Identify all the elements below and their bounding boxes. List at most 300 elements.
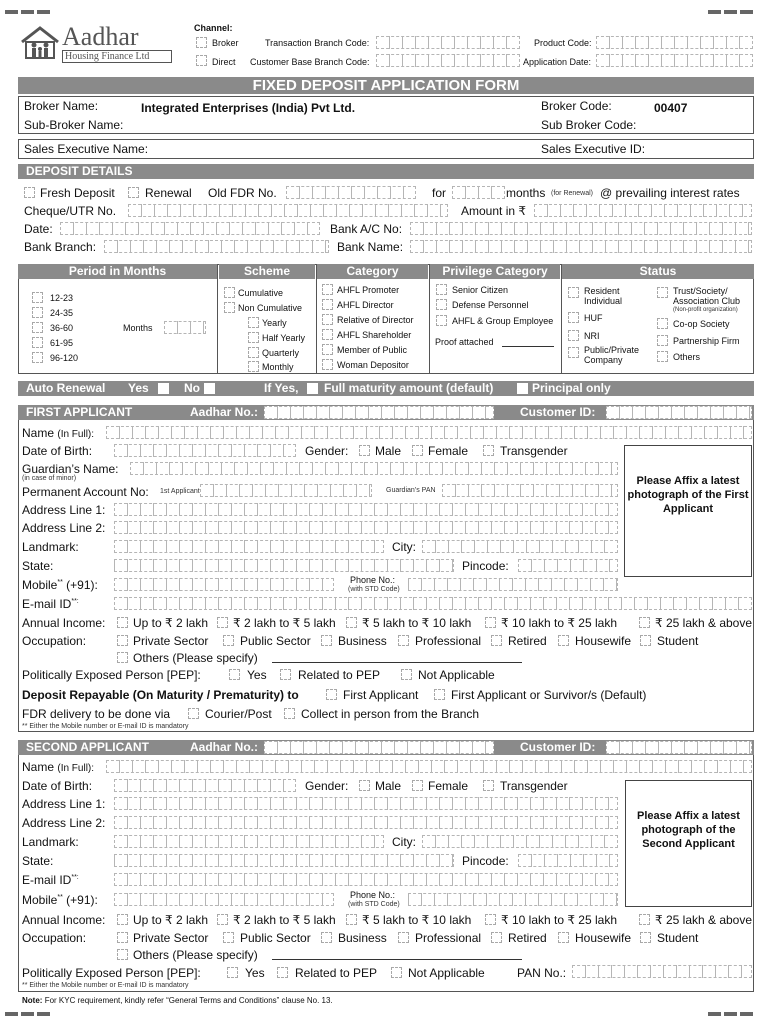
income-checkbox[interactable] bbox=[485, 914, 496, 925]
female-checkbox[interactable] bbox=[412, 445, 423, 456]
others-specify-label: Others (Please specify) bbox=[133, 651, 258, 665]
income-checkbox[interactable] bbox=[217, 914, 228, 925]
company-logo bbox=[20, 24, 173, 64]
pep-label: Politically Exposed Person [PEP]: bbox=[22, 966, 201, 980]
fdr-delivery-label: FDR delivery to be done via bbox=[22, 707, 171, 721]
first-photo-box[interactable]: Please Affix a latest photograph of the First Applicant bbox=[624, 445, 752, 577]
principal-only-label: Principal only bbox=[532, 381, 611, 395]
status-checkbox[interactable] bbox=[568, 312, 579, 323]
income-checkbox[interactable] bbox=[639, 914, 650, 925]
fresh-deposit-checkbox[interactable] bbox=[24, 187, 35, 198]
principal-only-checkbox[interactable] bbox=[517, 383, 528, 394]
income-checkbox[interactable] bbox=[117, 617, 128, 628]
status-option: Trust/Society/ Association Club bbox=[673, 286, 741, 306]
months-unit-label: Months bbox=[123, 323, 153, 333]
product-code-input[interactable] bbox=[596, 36, 753, 49]
pep-option: Yes bbox=[247, 668, 267, 682]
mobile-label: Mobile** (+91): bbox=[22, 578, 98, 592]
pincode-label: Pincode: bbox=[462, 854, 509, 868]
first-name-input[interactable] bbox=[106, 426, 752, 439]
product-code-label: Product Code: bbox=[534, 38, 592, 48]
category-checkbox[interactable] bbox=[322, 329, 333, 340]
payout-checkbox[interactable] bbox=[248, 361, 259, 372]
scheme-heading: Scheme bbox=[219, 264, 315, 279]
pep-label: Politically Exposed Person [PEP]: bbox=[22, 668, 201, 682]
category-checkbox[interactable] bbox=[322, 344, 333, 355]
registration-mark bbox=[5, 10, 18, 14]
fdr-delivery-checkbox[interactable] bbox=[284, 708, 295, 719]
address-line1-label: Address Line 1: bbox=[22, 797, 106, 811]
occupation-checkbox[interactable] bbox=[491, 635, 502, 646]
logo-name: Aadhar bbox=[62, 22, 139, 51]
aadhar-label: Aadhar No.: bbox=[190, 405, 259, 419]
pep-checkbox[interactable] bbox=[229, 669, 240, 680]
prevailing-rates-label: @ prevailing interest rates bbox=[600, 186, 740, 200]
occupation-option: Housewife bbox=[575, 931, 632, 945]
first-applicant-pan-note: 1st Applicant bbox=[160, 488, 200, 495]
state-label: State: bbox=[22, 854, 54, 868]
registration-mark bbox=[21, 10, 34, 14]
occupation-option: Public Sector bbox=[240, 634, 311, 648]
broker-code-value: 00407 bbox=[654, 101, 688, 115]
registration-mark bbox=[37, 1012, 50, 1016]
mobile-label: Mobile** (+91): bbox=[22, 893, 98, 907]
first-aadhar-input[interactable] bbox=[264, 406, 494, 419]
second-name-input[interactable] bbox=[106, 760, 752, 773]
occupation-option: Business bbox=[338, 931, 387, 945]
first-pincode-input[interactable] bbox=[518, 559, 618, 572]
name-label: Name (In Full): bbox=[22, 760, 95, 774]
status-option: Resident Individual bbox=[584, 286, 623, 306]
broker-name-value: Integrated Enterprises (India) Pvt Ltd. bbox=[141, 101, 356, 115]
aadhar-label: Aadhar No.: bbox=[190, 740, 259, 754]
old-fdr-label: Old FDR No. bbox=[208, 186, 277, 200]
bank-branch-label: Bank Branch: bbox=[24, 240, 97, 254]
occupation-checkbox[interactable] bbox=[223, 635, 234, 646]
privilege-checkbox[interactable] bbox=[436, 299, 447, 310]
sub-broker-code-label: Sub Broker Code: bbox=[541, 118, 637, 132]
full-maturity-checkbox[interactable] bbox=[307, 383, 318, 394]
if-yes-label: If Yes, bbox=[264, 381, 299, 395]
scheme-option: Monthly bbox=[262, 362, 294, 372]
landmark-label: Landmark: bbox=[22, 835, 79, 849]
occupation-option: Student bbox=[657, 931, 699, 945]
status-option: NRI bbox=[584, 331, 600, 341]
status-checkbox[interactable] bbox=[568, 330, 579, 341]
status-checkbox[interactable] bbox=[568, 287, 579, 298]
others-specify-line[interactable] bbox=[272, 662, 522, 663]
pep-option: Yes bbox=[245, 966, 265, 980]
pep-checkbox[interactable] bbox=[391, 967, 402, 978]
occupation-option: Retired bbox=[508, 634, 547, 648]
address-line2-label: Address Line 2: bbox=[22, 816, 106, 830]
email-label: E-mail ID**: bbox=[22, 597, 79, 611]
scheme-option: Yearly bbox=[262, 318, 287, 328]
fdr-delivery-option: Courier/Post bbox=[205, 707, 272, 721]
pincode-label: Pincode: bbox=[462, 559, 509, 573]
bank-name-label: Bank Name: bbox=[337, 240, 404, 254]
city-label: City: bbox=[392, 540, 416, 554]
period-checkbox[interactable] bbox=[32, 307, 43, 318]
pep-checkbox[interactable] bbox=[277, 967, 288, 978]
transgender-label: Transgender bbox=[500, 779, 568, 793]
broker-name-label: Broker Name: bbox=[24, 99, 99, 113]
registration-mark bbox=[21, 1012, 34, 1016]
income-checkbox[interactable] bbox=[346, 617, 357, 628]
income-option: ₹ 25 lakh & above bbox=[655, 913, 753, 927]
bank-branch-input[interactable] bbox=[104, 240, 329, 253]
category-checkbox[interactable] bbox=[322, 284, 333, 295]
payout-checkbox[interactable] bbox=[248, 332, 259, 343]
status-checkbox[interactable] bbox=[657, 351, 668, 362]
period-checkbox[interactable] bbox=[32, 352, 43, 363]
status-checkbox[interactable] bbox=[657, 335, 668, 346]
second-city-input[interactable] bbox=[422, 835, 618, 848]
transgender-label: Transgender bbox=[500, 444, 568, 458]
second-landmark-input[interactable] bbox=[114, 835, 384, 848]
category-option: Member of Public bbox=[337, 345, 408, 355]
auto-renewal-label: Auto Renewal bbox=[26, 381, 106, 395]
payout-checkbox[interactable] bbox=[248, 317, 259, 328]
phone-label: Phone No.: bbox=[350, 575, 396, 585]
category-option: AHFL Director bbox=[337, 300, 394, 310]
category-checkbox[interactable] bbox=[322, 359, 333, 370]
registration-mark bbox=[740, 1012, 753, 1016]
annual-income-label: Annual Income: bbox=[22, 913, 106, 927]
scheme-checkbox[interactable] bbox=[224, 302, 235, 313]
second-pan-input[interactable] bbox=[572, 965, 752, 978]
income-option: ₹ 10 lakh to ₹ 25 lakh bbox=[501, 913, 618, 927]
occupation-option: Student bbox=[657, 634, 699, 648]
income-checkbox[interactable] bbox=[485, 617, 496, 628]
broker-details-box bbox=[18, 96, 754, 134]
date-input[interactable] bbox=[60, 222, 320, 235]
customer-id-label: Customer ID: bbox=[520, 405, 596, 419]
bank-name-input[interactable] bbox=[410, 240, 752, 253]
email-label: E-mail ID**: bbox=[22, 873, 79, 887]
privilege-checkbox[interactable] bbox=[436, 315, 447, 326]
category-heading: Category bbox=[317, 264, 428, 279]
for-renewal-note: (for Renewal) bbox=[551, 190, 594, 197]
house-family-icon bbox=[20, 26, 60, 60]
occupation-option: Professional bbox=[415, 931, 482, 945]
gender-label: Gender: bbox=[305, 444, 349, 458]
registration-mark bbox=[37, 10, 50, 14]
cheque-utr-label: Cheque/UTR No. bbox=[24, 204, 117, 218]
first-applicant-heading: FIRST APPLICANT bbox=[26, 405, 133, 419]
second-email-input[interactable] bbox=[114, 873, 618, 886]
category-option: AHFL Promoter bbox=[337, 285, 400, 295]
second-applicant-heading: SECOND APPLICANT bbox=[26, 740, 149, 754]
full-maturity-label: Full maturity amount (default) bbox=[324, 381, 494, 395]
occupation-other-checkbox[interactable] bbox=[117, 949, 128, 960]
second-dob-input[interactable] bbox=[114, 779, 296, 792]
registration-mark bbox=[724, 1012, 737, 1016]
sub-broker-name-label: Sub-Broker Name: bbox=[24, 118, 124, 132]
fdr-delivery-option: Collect in person from the Branch bbox=[301, 707, 480, 721]
status-option: Co-op Society bbox=[673, 319, 730, 329]
customer-id-label: Customer ID: bbox=[520, 740, 596, 754]
proof-attached-label: Proof attached bbox=[435, 337, 494, 347]
first-pan-input[interactable] bbox=[200, 484, 372, 497]
second-address1-input[interactable] bbox=[114, 797, 618, 810]
cheque-utr-input[interactable] bbox=[128, 204, 448, 217]
direct-option-label: Direct bbox=[212, 57, 236, 67]
sales-executive-name-label: Sales Executive Name: bbox=[24, 142, 149, 156]
first-phone-input[interactable] bbox=[408, 578, 618, 591]
period-option: 12-23 bbox=[50, 293, 74, 303]
registration-mark bbox=[5, 1012, 18, 1016]
repayable-option: First Applicant bbox=[343, 688, 419, 702]
name-label: Name (In Full): bbox=[22, 426, 95, 440]
registration-mark bbox=[708, 10, 721, 14]
category-checkbox[interactable] bbox=[322, 314, 333, 325]
status-heading: Status bbox=[562, 264, 754, 279]
payout-checkbox[interactable] bbox=[248, 347, 259, 358]
auto-renewal-yes-label: Yes bbox=[128, 381, 149, 395]
amount-input[interactable] bbox=[534, 204, 752, 217]
occupation-checkbox[interactable] bbox=[321, 932, 332, 943]
first-mobile-input[interactable] bbox=[114, 578, 334, 591]
category-checkbox[interactable] bbox=[322, 299, 333, 310]
income-option: ₹ 2 lakh to ₹ 5 lakh bbox=[233, 913, 336, 927]
income-checkbox[interactable] bbox=[346, 914, 357, 925]
pep-checkbox[interactable] bbox=[280, 669, 291, 680]
occupation-checkbox[interactable] bbox=[398, 932, 409, 943]
registration-mark bbox=[740, 10, 753, 14]
male-checkbox[interactable] bbox=[359, 780, 370, 791]
status-checkbox[interactable] bbox=[568, 347, 579, 358]
auto-renewal-no-checkbox[interactable] bbox=[204, 383, 215, 394]
occupation-other-checkbox[interactable] bbox=[117, 652, 128, 663]
pep-option: Not Applicable bbox=[418, 668, 495, 682]
income-checkbox[interactable] bbox=[117, 914, 128, 925]
renewal-months-input[interactable] bbox=[452, 186, 505, 199]
period-months-input[interactable] bbox=[164, 321, 206, 334]
income-option: ₹ 5 lakh to ₹ 10 lakh bbox=[362, 913, 472, 927]
income-option: ₹ 5 lakh to ₹ 10 lakh bbox=[362, 616, 472, 630]
pep-option: Related to PEP bbox=[295, 966, 378, 980]
privilege-checkbox[interactable] bbox=[436, 284, 447, 295]
others-specify-label: Others (Please specify) bbox=[133, 948, 258, 962]
first-city-input[interactable] bbox=[422, 540, 618, 553]
months-label: months bbox=[506, 186, 546, 200]
first-email-input[interactable] bbox=[114, 597, 752, 610]
application-date-input[interactable] bbox=[596, 54, 753, 67]
std-code-note: (with STD Code) bbox=[348, 901, 400, 908]
fdr-delivery-checkbox[interactable] bbox=[188, 708, 199, 719]
customer-base-branch-code-input[interactable] bbox=[376, 54, 520, 67]
income-option: ₹ 10 lakh to ₹ 25 lakh bbox=[501, 616, 618, 630]
period-option: 36-60 bbox=[50, 323, 74, 333]
occupation-checkbox[interactable] bbox=[640, 932, 651, 943]
second-aadhar-input[interactable] bbox=[264, 741, 494, 754]
guardian-name-label: Guardian’s Name: bbox=[22, 462, 119, 476]
second-pincode-input[interactable] bbox=[518, 854, 618, 867]
broker-code-label: Broker Code: bbox=[541, 99, 612, 113]
occupation-checkbox[interactable] bbox=[117, 932, 128, 943]
proof-attached-line[interactable] bbox=[502, 346, 554, 347]
gender-label: Gender: bbox=[305, 779, 349, 793]
first-customer-id-input[interactable] bbox=[606, 406, 752, 419]
occupation-option: Private Sector bbox=[133, 931, 209, 945]
pan-label: Permanent Account No: bbox=[22, 485, 149, 499]
first-address1-input[interactable] bbox=[114, 503, 618, 516]
non-profit-note: (Non-profit organization) bbox=[673, 307, 738, 313]
dob-label: Date of Birth: bbox=[22, 444, 93, 458]
second-mobile-input[interactable] bbox=[114, 893, 334, 906]
occupation-checkbox[interactable] bbox=[558, 932, 569, 943]
period-option: 96-120 bbox=[50, 353, 79, 363]
second-address2-input[interactable] bbox=[114, 816, 618, 829]
address-line1-label: Address Line 1: bbox=[22, 503, 106, 517]
transgender-checkbox[interactable] bbox=[483, 445, 494, 456]
female-label: Female bbox=[428, 779, 469, 793]
period-option: 61-95 bbox=[50, 338, 74, 348]
renewal-label: Renewal bbox=[145, 186, 192, 200]
scheme-checkbox[interactable] bbox=[224, 287, 235, 298]
address-line2-label: Address Line 2: bbox=[22, 521, 106, 535]
deposit-details-heading: DEPOSIT DETAILS bbox=[18, 164, 754, 179]
pep-checkbox[interactable] bbox=[401, 669, 412, 680]
first-dob-input[interactable] bbox=[114, 444, 296, 457]
guardian-pan-input[interactable] bbox=[442, 484, 618, 497]
second-state-input[interactable] bbox=[114, 854, 454, 867]
income-checkbox[interactable] bbox=[217, 617, 228, 628]
broker-checkbox[interactable] bbox=[196, 37, 207, 48]
auto-renewal-bar bbox=[18, 381, 754, 396]
occupation-option: Private Sector bbox=[133, 634, 209, 648]
period-heading: Period in Months bbox=[18, 264, 217, 279]
std-code-note: (with STD Code) bbox=[348, 586, 400, 593]
status-option: Others bbox=[673, 352, 701, 362]
privilege-category-heading: Privilege Category bbox=[430, 264, 560, 279]
occupation-checkbox[interactable] bbox=[321, 635, 332, 646]
city-label: City: bbox=[392, 835, 416, 849]
female-checkbox[interactable] bbox=[412, 780, 423, 791]
repayable-checkbox[interactable] bbox=[434, 689, 445, 700]
occupation-option: Professional bbox=[415, 634, 482, 648]
second-photo-box[interactable]: Please Affix a latest photograph of the Second Applicant bbox=[625, 780, 752, 907]
male-checkbox[interactable] bbox=[359, 445, 370, 456]
phone-label: Phone No.: bbox=[350, 890, 396, 900]
auto-renewal-yes-checkbox[interactable] bbox=[158, 383, 169, 394]
occupation-option: Housewife bbox=[575, 634, 632, 648]
auto-renewal-no-label: No bbox=[184, 381, 200, 395]
female-label: Female bbox=[428, 444, 469, 458]
sales-executive-id-label: Sales Executive ID: bbox=[541, 142, 646, 156]
scheme-option: Cumulative bbox=[238, 288, 284, 298]
direct-checkbox[interactable] bbox=[196, 55, 207, 66]
period-checkbox[interactable] bbox=[32, 292, 43, 303]
scheme-option: Non Cumulative bbox=[238, 303, 303, 313]
privilege-option: AHFL & Group Employee bbox=[452, 316, 554, 326]
transaction-branch-code-input[interactable] bbox=[376, 36, 520, 49]
form-title: FIXED DEPOSIT APPLICATION FORM bbox=[18, 77, 754, 94]
category-option: Woman Depositor bbox=[337, 360, 409, 370]
occupation-option: Public Sector bbox=[240, 931, 311, 945]
occupation-checkbox[interactable] bbox=[558, 635, 569, 646]
second-phone-input[interactable] bbox=[408, 893, 618, 906]
status-option: Partnership Firm bbox=[673, 336, 740, 346]
status-option: HUF bbox=[584, 313, 603, 323]
income-option: Up to ₹ 2 lakh bbox=[133, 616, 209, 630]
occupation-label: Occupation: bbox=[22, 634, 87, 648]
occupation-checkbox[interactable] bbox=[491, 932, 502, 943]
deposit-repayable-label: Deposit Repayable (On Maturity / Prematurity) to bbox=[22, 688, 299, 702]
guardian-pan-label: Guardian’s PAN bbox=[386, 487, 436, 494]
occupation-option: Retired bbox=[508, 931, 547, 945]
scheme-option: Quarterly bbox=[262, 348, 300, 358]
renewal-checkbox[interactable] bbox=[128, 187, 139, 198]
pan-label: PAN No.: bbox=[517, 966, 567, 980]
dob-label: Date of Birth: bbox=[22, 779, 93, 793]
repayable-checkbox[interactable] bbox=[326, 689, 337, 700]
income-option: ₹ 25 lakh & above bbox=[655, 616, 753, 630]
privilege-option: Senior Citizen bbox=[452, 285, 509, 295]
transgender-checkbox[interactable] bbox=[483, 780, 494, 791]
first-state-input[interactable] bbox=[114, 559, 454, 572]
transaction-branch-code-label: Transaction Branch Code: bbox=[265, 38, 370, 48]
date-label: Date: bbox=[24, 222, 53, 236]
privilege-option: Defense Personnel bbox=[452, 300, 529, 310]
male-label: Male bbox=[375, 444, 402, 458]
mandatory-note: ** Either the Mobile number or E-mail ID is mandatory bbox=[22, 982, 189, 989]
guardian-name-input[interactable] bbox=[130, 462, 618, 475]
category-option: Relative of Director bbox=[337, 315, 414, 325]
pep-checkbox[interactable] bbox=[227, 967, 238, 978]
second-customer-id-input[interactable] bbox=[606, 741, 752, 754]
status-checkbox[interactable] bbox=[657, 318, 668, 329]
scheme-option: Half Yearly bbox=[262, 333, 306, 343]
first-landmark-input[interactable] bbox=[114, 540, 384, 553]
others-specify-line[interactable] bbox=[272, 959, 522, 960]
first-address2-input[interactable] bbox=[114, 521, 618, 534]
male-label: Male bbox=[375, 779, 402, 793]
occupation-checkbox[interactable] bbox=[398, 635, 409, 646]
income-option: Up to ₹ 2 lakh bbox=[133, 913, 209, 927]
fresh-deposit-label: Fresh Deposit bbox=[40, 186, 115, 200]
income-option: ₹ 2 lakh to ₹ 5 lakh bbox=[233, 616, 336, 630]
for-label: for bbox=[432, 186, 447, 200]
bank-ac-label: Bank A/C No: bbox=[330, 222, 403, 236]
category-option: AHFL Shareholder bbox=[337, 330, 412, 340]
period-option: 24-35 bbox=[50, 308, 74, 318]
application-date-label: Application Date: bbox=[523, 57, 592, 67]
annual-income-label: Annual Income: bbox=[22, 616, 106, 630]
state-label: State: bbox=[22, 559, 54, 573]
old-fdr-input[interactable] bbox=[286, 186, 416, 199]
period-checkbox[interactable] bbox=[32, 337, 43, 348]
pep-option: Not Applicable bbox=[408, 966, 485, 980]
kyc-note: Note: For KYC requirement, kindly refer “General Terms and Conditions” clause No. 13. bbox=[22, 996, 333, 1005]
minor-note: (in case of minor) bbox=[22, 475, 77, 482]
amount-label: Amount in ₹ bbox=[461, 204, 526, 218]
status-checkbox[interactable] bbox=[657, 287, 668, 298]
occupation-checkbox[interactable] bbox=[223, 932, 234, 943]
customer-base-branch-code-label: Customer Base Branch Code: bbox=[250, 57, 370, 67]
income-checkbox[interactable] bbox=[639, 617, 650, 628]
logo-subtitle: Housing Finance Ltd bbox=[62, 50, 172, 63]
bank-ac-input[interactable] bbox=[410, 222, 752, 235]
occupation-checkbox[interactable] bbox=[640, 635, 651, 646]
pep-option: Related to PEP bbox=[298, 668, 381, 682]
repayable-option: First Applicant or Survivor/s (Default) bbox=[451, 688, 647, 702]
occupation-checkbox[interactable] bbox=[117, 635, 128, 646]
occupation-label: Occupation: bbox=[22, 931, 87, 945]
period-checkbox[interactable] bbox=[32, 322, 43, 333]
registration-mark bbox=[724, 10, 737, 14]
